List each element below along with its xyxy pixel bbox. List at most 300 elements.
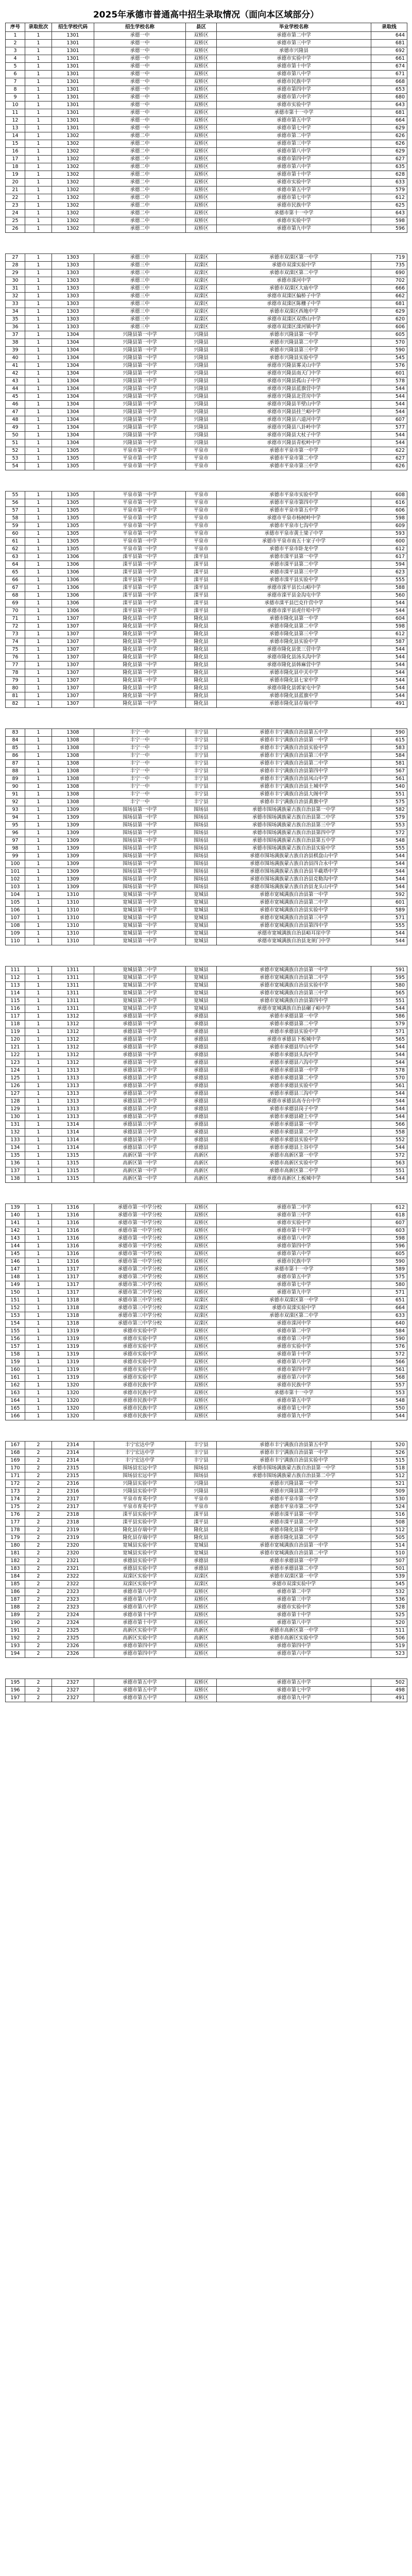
table-cell: 156 xyxy=(6,1335,25,1343)
table-cell: 承德市双滦区滦河镇中学 xyxy=(217,324,371,331)
table-cell: 隆化县 xyxy=(186,1534,217,1542)
table-cell: 承德市宽城满族自治县第四中学 xyxy=(217,922,371,930)
table-cell: 1 xyxy=(25,293,52,300)
table-cell: 75 xyxy=(6,646,25,654)
table-cell: 承德市第十一中学 xyxy=(217,210,371,217)
table-cell: 1319 xyxy=(52,1359,94,1366)
table-cell: 承德市双滦区第一中学 xyxy=(217,1573,371,1581)
table-cell: 承德市宽城满族自治县龙须门中学 xyxy=(217,938,371,945)
table-cell: 617 xyxy=(371,553,407,561)
table-cell: 隆化县第一中学 xyxy=(94,700,186,708)
table-cell: 承德市双滦区偏桥子中学 xyxy=(217,293,371,300)
table-cell: 104 xyxy=(6,891,25,899)
table-cell: 宽城县 xyxy=(186,899,217,907)
table-cell: 71 xyxy=(6,615,25,623)
table-cell: 1 xyxy=(25,561,52,569)
table-cell: 1313 xyxy=(52,1075,94,1082)
table-cell: 1 xyxy=(25,125,52,132)
table-cell: 承德市第十一中学 xyxy=(217,1266,371,1274)
table-cell: 544 xyxy=(371,692,407,700)
table-cell: 承德市第五中学 xyxy=(94,1694,186,1702)
table-cell: 40 xyxy=(6,354,25,362)
table-cell: 双桥区 xyxy=(186,1235,217,1243)
table-cell: 1319 xyxy=(52,1335,94,1343)
table-cell: 193 xyxy=(6,1642,25,1650)
table-cell: 承德市第二中学 xyxy=(217,1328,371,1335)
table-row xyxy=(6,1397,407,1405)
table-cell: 97 xyxy=(6,837,25,845)
table-cell: 平泉市 xyxy=(186,1496,217,1503)
table-cell: 承德县第一中学 xyxy=(94,1036,186,1044)
table-cell: 4 xyxy=(6,55,25,63)
table-cell: 526 xyxy=(371,1449,407,1457)
table-row xyxy=(6,1588,407,1596)
table-row xyxy=(6,791,407,799)
table-cell: 承德市承德县第一中学 xyxy=(217,1067,371,1075)
table-row xyxy=(6,1465,407,1472)
table-cell: 隆化县第一中学 xyxy=(94,623,186,631)
table-cell: 承德市丰宁满族自治县凤山中学 xyxy=(217,775,371,783)
table-cell: 高新区 xyxy=(186,1167,217,1175)
table-cell: 1301 xyxy=(52,63,94,71)
table-cell: 宽城县 xyxy=(186,907,217,914)
table-cell: 承德县 xyxy=(186,1044,217,1052)
table-cell: 双桥区 xyxy=(186,1343,217,1351)
table-cell: 651 xyxy=(371,1297,407,1304)
table-cell: 2324 xyxy=(52,1619,94,1627)
table-cell: 579 xyxy=(371,1021,407,1028)
table-cell: 丰宁一中 xyxy=(94,775,186,783)
table-cell: 1 xyxy=(25,401,52,409)
table-cell: 承德市双滦实验中学 xyxy=(217,1304,371,1312)
table-cell: 承德市宽城满族自治县第三中学 xyxy=(217,914,371,922)
table-cell: 兴隆县第一中学 xyxy=(94,439,186,447)
table-cell: 承德市滦平县第一中学 xyxy=(217,1511,371,1519)
table-cell: 1310 xyxy=(52,907,94,914)
table-cell: 1 xyxy=(25,638,52,646)
table-cell: 1 xyxy=(25,416,52,424)
table-cell: 29 xyxy=(6,269,25,277)
table-cell: 1301 xyxy=(52,40,94,47)
table-cell: 承德市民族中学 xyxy=(217,78,371,86)
table-cell: 557 xyxy=(371,1382,407,1389)
table-cell: 宽城县第一中学 xyxy=(94,938,186,945)
table-cell: 承德市高新区第二中学 xyxy=(217,1167,371,1175)
table-row xyxy=(6,1227,407,1235)
table-cell: 承德市双滦区第二中学 xyxy=(217,269,371,277)
table-cell: 兴隆县第一中学 xyxy=(94,385,186,393)
table-cell: 承德二中 xyxy=(94,187,186,194)
table-row xyxy=(6,1113,407,1121)
column-header: 毕业学校名称 xyxy=(217,23,371,32)
table-cell: 承德市第四中学 xyxy=(217,156,371,163)
table-cell: 176 xyxy=(6,1511,25,1519)
table-cell: 572 xyxy=(371,1152,407,1160)
table-cell: 100 xyxy=(6,860,25,868)
table-cell: 512 xyxy=(371,1527,407,1534)
table-cell: 承德市民族中学 xyxy=(217,202,371,210)
table-cell: 175 xyxy=(6,1503,25,1511)
table-cell: 131 xyxy=(6,1121,25,1129)
table-cell: 2 xyxy=(25,1550,52,1557)
table-cell: 承德市丰宁满族自治县土城中学 xyxy=(217,783,371,791)
table-cell: 平泉市 xyxy=(186,507,217,515)
table-cell: 双滦区 xyxy=(186,1304,217,1312)
table-row xyxy=(6,623,407,631)
table-cell: 承德市兴隆县北营房中学 xyxy=(217,393,371,401)
table-cell: 33 xyxy=(6,300,25,308)
table-row xyxy=(6,370,407,378)
table-cell: 622 xyxy=(371,447,407,455)
table-cell: 108 xyxy=(6,922,25,930)
table-cell: 135 xyxy=(6,1152,25,1160)
table-cell: 1 xyxy=(25,492,52,499)
table-cell: 1315 xyxy=(52,1167,94,1175)
table-cell: 平泉市第一中学 xyxy=(94,499,186,507)
table-cell: 双桥区 xyxy=(186,1397,217,1405)
table-row xyxy=(6,424,407,432)
table-cell: 575 xyxy=(371,1274,407,1281)
table-cell: 586 xyxy=(371,1013,407,1021)
table-cell: 承德市承德县三沟中学 xyxy=(217,1090,371,1098)
table-cell: 双滦区 xyxy=(186,308,217,316)
table-cell: 23 xyxy=(6,202,25,210)
table-cell: 56 xyxy=(6,499,25,507)
table-cell: 186 xyxy=(6,1588,25,1596)
table-cell: 承德市第十中学 xyxy=(217,171,371,179)
table-cell: 1 xyxy=(25,455,52,463)
table-cell: 681 xyxy=(371,40,407,47)
table-cell: 滦平县 xyxy=(186,600,217,607)
table-cell: 1 xyxy=(25,439,52,447)
table-cell: 1 xyxy=(25,432,52,439)
table-cell: 承德县 xyxy=(186,1106,217,1113)
table-cell: 承德市滦河中学 xyxy=(217,1320,371,1328)
table-cell: 70 xyxy=(6,607,25,615)
table-cell: 隆化县第一中学 xyxy=(94,692,186,700)
table-cell: 承德三中 xyxy=(94,262,186,269)
table-cell: 1 xyxy=(25,623,52,631)
table-row xyxy=(6,884,407,891)
table-cell: 544 xyxy=(371,1144,407,1152)
table-cell: 承德县第二中学 xyxy=(94,1098,186,1106)
table-cell: 承德市第五中学 xyxy=(217,1397,371,1405)
table-cell: 50 xyxy=(6,432,25,439)
table-row xyxy=(6,285,407,293)
table-cell: 承德市第八中学 xyxy=(217,148,371,156)
table-cell: 承德市承德县第二中学 xyxy=(217,1075,371,1082)
table-cell: 双桥区 xyxy=(186,1281,217,1289)
table-cell: 承德市宽城满族自治县实验中学 xyxy=(217,907,371,914)
table-cell: 承德市第三中学分校 xyxy=(94,1304,186,1312)
table-cell: 平泉市 xyxy=(186,538,217,546)
table-cell: 承德市兴隆县南天门中学 xyxy=(217,370,371,378)
table-cell: 双桥区 xyxy=(186,1405,217,1413)
table-cell: 宽城县第二中学 xyxy=(94,974,186,982)
table-row xyxy=(6,179,407,187)
table-row xyxy=(6,837,407,845)
table-cell: 608 xyxy=(371,492,407,499)
column-header: 县区 xyxy=(186,23,217,32)
table-row xyxy=(6,1519,407,1527)
table-cell: 2315 xyxy=(52,1465,94,1472)
table-cell: 平泉市 xyxy=(186,530,217,538)
table-cell: 2327 xyxy=(52,1694,94,1702)
table-cell: 1302 xyxy=(52,163,94,171)
table-cell: 承德市平泉市卧龙中学 xyxy=(217,546,371,553)
admission-table xyxy=(5,1204,407,1420)
table-row xyxy=(6,982,407,990)
table-row xyxy=(6,1175,407,1183)
table-cell: 承德一中 xyxy=(94,55,186,63)
table-cell: 承德市第五中学 xyxy=(94,1687,186,1694)
table-cell: 承德市滦平县长山峪中学 xyxy=(217,584,371,592)
table-cell: 74 xyxy=(6,638,25,646)
table-cell: 承德市实验中学 xyxy=(217,1343,371,1351)
table-cell: 20 xyxy=(6,179,25,187)
table-cell: 承德市第十中学 xyxy=(217,1351,371,1359)
table-cell: 1304 xyxy=(52,362,94,370)
page-gap xyxy=(0,708,412,728)
table-cell: 围场县 xyxy=(186,853,217,860)
table-cell: 582 xyxy=(371,806,407,814)
table-cell: 双滦区 xyxy=(186,262,217,269)
table-cell: 1301 xyxy=(52,86,94,94)
table-cell: 1316 xyxy=(52,1227,94,1235)
table-cell: 承德市围场满族蒙古族自治县第五中学 xyxy=(217,837,371,845)
table-cell: 1 xyxy=(25,55,52,63)
table-cell: 8 xyxy=(6,86,25,94)
table-cell: 承德市隆化县第一中学 xyxy=(217,1527,371,1534)
table-cell: 168 xyxy=(6,1449,25,1457)
table-cell: 承德县第三中学 xyxy=(94,1121,186,1129)
table-cell: 丰宁一中 xyxy=(94,752,186,760)
table-cell: 78 xyxy=(6,669,25,677)
table-cell: 1 xyxy=(25,40,52,47)
table-row xyxy=(6,1160,407,1167)
table-cell: 510 xyxy=(371,1550,407,1557)
table-cell: 172 xyxy=(6,1480,25,1488)
table-cell: 544 xyxy=(371,1175,407,1183)
table-cell: 2 xyxy=(25,1519,52,1527)
table-cell: 540 xyxy=(371,783,407,791)
table-cell: 1314 xyxy=(52,1121,94,1129)
table-row xyxy=(6,171,407,179)
table-cell: 承德市丰宁满族自治县第五中学 xyxy=(217,1442,371,1449)
table-cell: 589 xyxy=(371,907,407,914)
table-cell: 双桥区 xyxy=(186,210,217,217)
table-cell: 隆化县 xyxy=(186,685,217,692)
table-cell: 171 xyxy=(6,1472,25,1480)
table-cell: 643 xyxy=(371,101,407,109)
table-cell: 1301 xyxy=(52,47,94,55)
table-cell: 丰宁县 xyxy=(186,783,217,791)
table-cell: 1316 xyxy=(52,1219,94,1227)
table-cell: 丰宁县 xyxy=(186,737,217,744)
table-cell: 承德市第八中学 xyxy=(217,1359,371,1366)
table-cell: 承德市双滦区陈栅子中学 xyxy=(217,300,371,308)
table-cell: 601 xyxy=(371,899,407,907)
table-cell: 1 xyxy=(25,1297,52,1304)
table-row xyxy=(6,47,407,55)
table-cell: 93 xyxy=(6,806,25,814)
table-cell: 双滦区 xyxy=(186,254,217,262)
table-cell: 1316 xyxy=(52,1250,94,1258)
table-cell: 612 xyxy=(371,631,407,638)
table-cell: 承德一中 xyxy=(94,94,186,101)
table-cell: 165 xyxy=(6,1405,25,1413)
table-cell: 双桥区 xyxy=(186,40,217,47)
table-cell: 112 xyxy=(6,974,25,982)
table-cell: 宽城县第一中学 xyxy=(94,922,186,930)
table-row xyxy=(6,646,407,654)
table-cell: 1306 xyxy=(52,592,94,600)
table-cell: 163 xyxy=(6,1389,25,1397)
table-cell: 1307 xyxy=(52,700,94,708)
table-cell: 120 xyxy=(6,1036,25,1044)
table-cell: 承德市第五中学 xyxy=(217,1274,371,1281)
table-cell: 1301 xyxy=(52,55,94,63)
table-row xyxy=(6,1075,407,1082)
table-cell: 1303 xyxy=(52,269,94,277)
table-cell: 承德市平泉市第二中学 xyxy=(217,455,371,463)
table-cell: 承德县第二中学 xyxy=(94,1075,186,1082)
table-row xyxy=(6,401,407,409)
table-cell: 140 xyxy=(6,1212,25,1219)
table-cell: 承德市宽城满族自治县第一中学 xyxy=(217,1542,371,1550)
table-row xyxy=(6,1013,407,1021)
table-cell: 承德市滦河中学 xyxy=(217,277,371,285)
table-row xyxy=(6,1219,407,1227)
table-cell: 1310 xyxy=(52,891,94,899)
table-cell: 1 xyxy=(25,269,52,277)
table-cell: 双桥区 xyxy=(186,47,217,55)
table-cell: 539 xyxy=(371,1573,407,1581)
table-cell: 丰宁一中 xyxy=(94,799,186,806)
table-cell: 2 xyxy=(6,40,25,47)
table-cell: 1 xyxy=(25,1351,52,1359)
table-cell: 承德市承德县上谷中学 xyxy=(217,1144,371,1152)
table-cell: 承德县 xyxy=(186,1013,217,1021)
table-cell: 1 xyxy=(25,378,52,385)
table-cell: 113 xyxy=(6,982,25,990)
table-cell: 629 xyxy=(371,148,407,156)
table-cell: 61 xyxy=(6,538,25,546)
table-row xyxy=(6,1098,407,1106)
table-cell: 滦平县 xyxy=(186,553,217,561)
table-cell: 105 xyxy=(6,899,25,907)
table-cell: 1320 xyxy=(52,1397,94,1405)
table-cell: 隆化县第一中学 xyxy=(94,631,186,638)
table-cell: 565 xyxy=(371,990,407,997)
table-cell: 双桥区 xyxy=(186,71,217,78)
table-cell: 1 xyxy=(25,300,52,308)
table-cell: 2 xyxy=(25,1542,52,1550)
table-cell: 承德市丰宁满族自治县第三中学 xyxy=(217,752,371,760)
table-cell: 承德市第六中学 xyxy=(217,94,371,101)
table-cell: 承德二中 xyxy=(94,225,186,233)
table-cell: 承德市隆化县第一中学 xyxy=(217,615,371,623)
table-cell: 508 xyxy=(371,1519,407,1527)
table-cell: 承德市双滦区双塔山中学 xyxy=(217,316,371,324)
table-cell: 双桥区 xyxy=(186,1227,217,1235)
table-cell: 双滦区 xyxy=(186,1573,217,1581)
table-cell: 1 xyxy=(25,32,52,40)
table-cell: 1302 xyxy=(52,140,94,148)
table-cell: 1301 xyxy=(52,125,94,132)
table-row xyxy=(6,293,407,300)
table-cell: 承德市第十中学 xyxy=(94,1612,186,1619)
table-cell: 1 xyxy=(25,385,52,393)
table-cell: 承德市民族中学 xyxy=(217,1258,371,1266)
table-cell: 承德市第五中学 xyxy=(217,187,371,194)
table-row xyxy=(6,1405,407,1413)
table-row xyxy=(6,1472,407,1480)
table-row xyxy=(6,546,407,553)
table-cell: 1317 xyxy=(52,1266,94,1274)
table-cell: 1307 xyxy=(52,638,94,646)
admission-table xyxy=(5,491,407,708)
table-cell: 兴隆县 xyxy=(186,339,217,347)
table-cell: 隆化县 xyxy=(186,677,217,685)
table-row xyxy=(6,1152,407,1160)
table-cell: 承德市兴隆县第一中学 xyxy=(217,331,371,339)
table-cell: 2317 xyxy=(52,1503,94,1511)
table-cell: 59 xyxy=(6,522,25,530)
table-header-row xyxy=(6,23,407,32)
table-cell: 620 xyxy=(371,316,407,324)
table-cell: 182 xyxy=(6,1557,25,1565)
table-cell: 1318 xyxy=(52,1312,94,1320)
table-cell: 承德市第四中学 xyxy=(217,1642,371,1650)
table-cell: 57 xyxy=(6,507,25,515)
table-cell: 1309 xyxy=(52,860,94,868)
table-cell: 571 xyxy=(371,1289,407,1297)
table-cell: 2318 xyxy=(52,1511,94,1519)
table-cell: 兴隆县 xyxy=(186,378,217,385)
table-cell: 30 xyxy=(6,277,25,285)
table-cell: 627 xyxy=(371,455,407,463)
table-cell: 1310 xyxy=(52,938,94,945)
table-cell: 围场县 xyxy=(186,829,217,837)
table-cell: 宽城县 xyxy=(186,982,217,990)
table-row xyxy=(6,1297,407,1304)
table-cell: 159 xyxy=(6,1359,25,1366)
table-cell: 丰宁一中 xyxy=(94,783,186,791)
table-cell: 丰宁一中 xyxy=(94,760,186,768)
table-cell: 1305 xyxy=(52,522,94,530)
table-row xyxy=(6,447,407,455)
table-cell: 双桥区 xyxy=(186,140,217,148)
table-cell: 平泉市 xyxy=(186,1503,217,1511)
table-cell: 承德市实验中学 xyxy=(217,1219,371,1227)
table-cell: 612 xyxy=(371,194,407,202)
table-cell: 1309 xyxy=(52,845,94,853)
table-cell: 承德市宽城满族自治县第二中学 xyxy=(217,974,371,982)
table-cell: 承德市第七中学 xyxy=(217,194,371,202)
table-cell: 162 xyxy=(6,1382,25,1389)
table-cell: 605 xyxy=(371,331,407,339)
table-cell: 承德市第四中学 xyxy=(217,86,371,94)
table-cell: 124 xyxy=(6,1067,25,1075)
table-cell: 1310 xyxy=(52,899,94,907)
table-cell: 承德市兴隆县第三中学 xyxy=(217,347,371,354)
table-cell: 38 xyxy=(6,339,25,347)
table-cell: 平泉市第一中学 xyxy=(94,447,186,455)
table-cell: 丰宁一中 xyxy=(94,729,186,737)
table-cell: 2314 xyxy=(52,1442,94,1449)
table-cell: 34 xyxy=(6,308,25,316)
